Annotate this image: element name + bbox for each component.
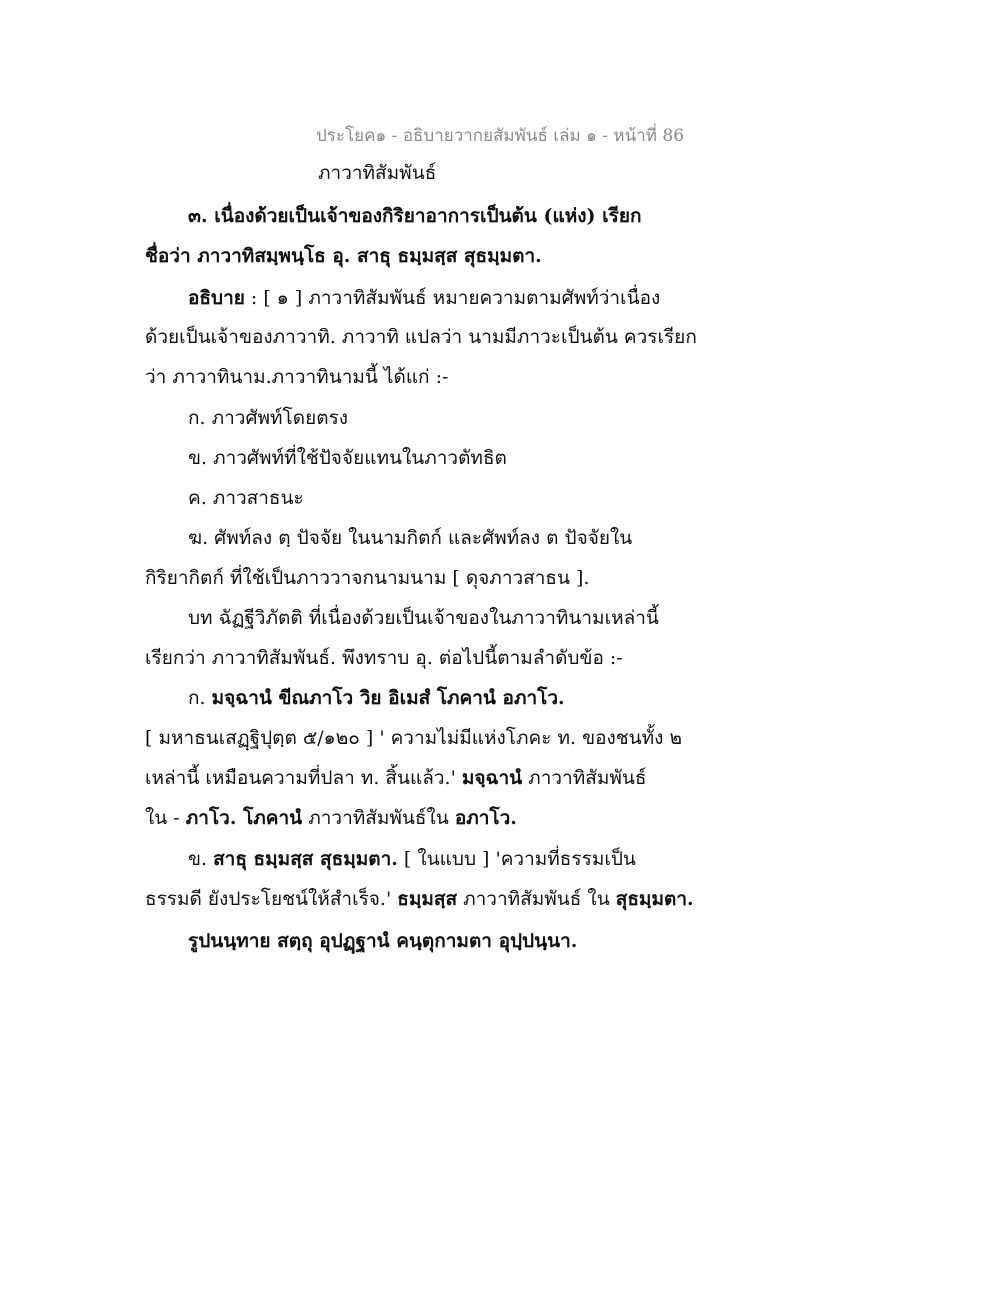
example2-prefix: ข.: [188, 848, 214, 870]
example1-line3: [145, 765, 885, 791]
bot-line1: บท ฉัฏฐีวิภัตติ ที่เนื่องด้วยเป็นเจ้าของในภาวาทินามเหล่านี้: [188, 607, 659, 629]
example2-line2-d: สุธมฺมตา.: [615, 888, 694, 910]
example1-line4-a: ใน -: [145, 807, 186, 829]
example1-line2: [ มหาธนเสฏฺฐิปุตฺต ๕/๑๒๐ ] ' ความไม่มีแห่งโภคะ ท. ของชนทั้ง ๒: [145, 727, 683, 749]
item-k: ก. ภาวศัพท์โดยตรง: [188, 407, 349, 429]
rule-title-text: ๓. เนื่องด้วยเป็นเจ้าของกิริยาอาการเป็นต้น (แห่ง) เรียก: [188, 205, 642, 227]
example2-line2: [145, 886, 885, 912]
header-text: ประโยค๑ - อธิบายวากยสัมพันธ์ เล่ม ๑ - หน้าที่ 86: [315, 126, 685, 146]
example1-line3-a: เหล่านี้ เหมือนความที่ปลา ท. สิ้นแล้ว.': [145, 767, 462, 789]
example1-line4-b: ภาโว. โภคานํ: [185, 807, 303, 829]
example1-pali: มจฺฉานํ ขีณภาโว วิย อิเมสํ โภคานํ อภาโว.: [211, 687, 565, 709]
example2-line2-b: ธมฺมสฺส: [397, 888, 458, 910]
last-line-text: รูปนนฺทาย สตฺถุ อุปฏฺฐานํ คนฺตุกามตา อุปฺปนฺนา.: [188, 930, 578, 952]
example1-line3-c: ภาวาทิสัมพันธ์: [522, 767, 647, 789]
example1-line1: [188, 685, 928, 711]
example2-line1-rest: [ ในแบบ ] 'ความที่ธรรมเป็น: [397, 848, 636, 870]
example2-line2-a: ธรรมดี ยังประโยชน์ให้สำเร็จ.': [145, 888, 398, 910]
item-kh4-line2: กิริยากิตก์ ที่ใช้เป็นภาววาจกนามนาม [ ดุจภาวสาธน ].: [145, 567, 590, 589]
explain-line1-text: : [ ๑ ] ภาวาทิสัมพันธ์ หมายความตามศัพท์ว่าเนื่อง: [244, 287, 661, 309]
example1-line4-c: ภาวาทิสัมพันธ์ใน: [302, 807, 455, 829]
example1-prefix: ก.: [188, 687, 212, 709]
example1-line4-d: อภาโว.: [454, 807, 517, 829]
example2-pali: สาธุ ธมฺมสฺส สุธมฺมตา.: [213, 848, 398, 870]
explain-line2: ด้วยเป็นเจ้าของภาวาทิ. ภาวาทิ แปลว่า นามมีภาวะเป็นต้น ควรเรียก: [145, 326, 697, 348]
item-kh: ข. ภาวศัพท์ที่ใช้ปัจจัยแทนในภาวตัทธิต: [188, 447, 507, 469]
example2-line1: [188, 846, 928, 872]
rule-line2: [145, 243, 885, 269]
bot-line2: เรียกว่า ภาวาทิสัมพันธ์. พึงทราบ อุ. ต่อไปนี้ตามลำดับข้อ :-: [145, 647, 623, 669]
example2-line2-c: ภาวาทิสัมพันธ์ ใน: [457, 888, 616, 910]
rule-title: [188, 203, 928, 229]
rule-line2-text: ชื่อว่า ภาวาทิสมฺพนฺโธ อุ. สาธุ ธมฺมสฺส สุธมฺมตา.: [145, 245, 542, 267]
item-kho: ค. ภาวสาธนะ: [188, 487, 304, 509]
explain-label: อธิบาย: [188, 287, 245, 309]
explain-line3: ว่า ภาวาทินาม.ภาวาทินามนี้ ได้แก่ :-: [145, 366, 449, 388]
example1-line3-b: มจฺฉานํ: [461, 767, 523, 789]
last-line: [188, 928, 928, 954]
section-heading: ภาวาทิสัมพันธ์: [318, 162, 437, 184]
page-header: [0, 122, 1000, 149]
example1-line4: [145, 805, 885, 831]
item-kh4-line1: ฆ. ศัพท์ลง ตฺ ปัจจัย ในนามกิตก์ และศัพท์ลง ต ปัจจัยใน: [188, 527, 633, 549]
explain-line1: [188, 285, 928, 311]
